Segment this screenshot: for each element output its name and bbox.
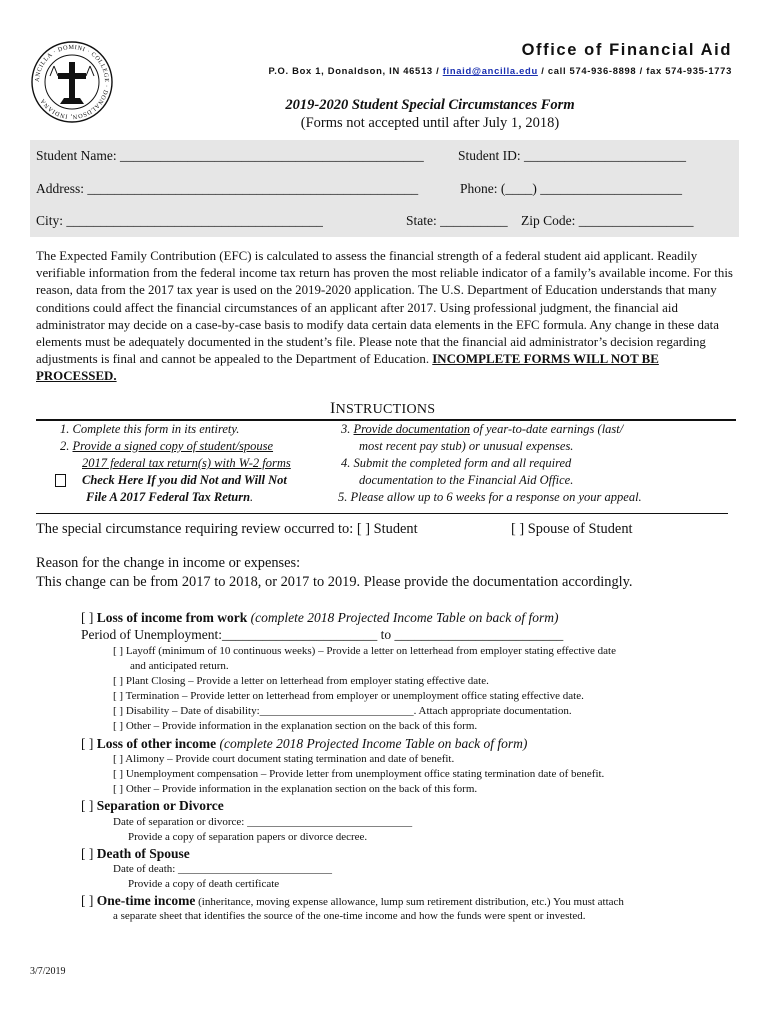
loss-of-other-income-option[interactable]: [ ] Loss of other income (complete 2018 Projected Income Table on back of form) xyxy=(81,736,528,751)
plant-closing-option[interactable]: [ ] Plant Closing – Provide a letter on letterhead from employer stating effective date. xyxy=(113,675,489,687)
phone-field[interactable]: Phone: (____) _____________________ xyxy=(460,181,682,196)
instruction-5: 5. Please allow up to 6 weeks for a response on your appeal. xyxy=(338,490,642,504)
unemployment-period-field[interactable]: Period of Unemployment:_______________________ to _________________________ xyxy=(81,627,564,642)
address-text: P.O. Box 1, Donaldson, IN 46513 / xyxy=(268,65,443,76)
efc-paragraph xyxy=(36,248,740,386)
form-title: 2019-2020 Student Special Circumstances Form xyxy=(285,97,575,113)
instructions-heading: INSTRUCTIONS xyxy=(330,400,436,417)
loss-of-work-option[interactable]: [ ] Loss of income from work (complete 2018 Projected Income Table on back of form) xyxy=(81,610,559,625)
other-income-other-option[interactable]: [ ] Other – Provide information in the explanation section on the back of this form. xyxy=(113,783,478,795)
layoff-option[interactable]: [ ] Layoff (minimum of 10 continuous weeks) – Provide a letter on letterhead from employer stating effective date xyxy=(113,645,616,657)
separation-provide-note: Provide a copy of separation papers or divorce decree. xyxy=(128,831,368,843)
instruction-3: 3. Provide documentation of year-to-date earnings (last/ xyxy=(341,422,624,436)
instruction-1: 1. Complete this form in its entirety. xyxy=(60,422,240,436)
circumstance-student-option[interactable]: The special circumstance requiring review occurred to: [ ] Student xyxy=(36,521,418,537)
instruction-4: 4. Submit the completed form and all required xyxy=(341,456,572,470)
one-time-income-option[interactable]: [ ] One-time income (inheritance, moving expense allowance, lump sum retirement distribution, etc.) You must attach xyxy=(81,893,624,908)
address-field[interactable]: Address: _________________________________________________ xyxy=(36,181,419,196)
zip-code-field[interactable]: Zip Code: _________________ xyxy=(521,213,694,228)
no-tax-return-label-line2: File A 2017 Federal Tax Return. xyxy=(86,490,254,504)
death-of-spouse-option[interactable]: [ ] Death of Spouse xyxy=(81,846,190,861)
email-link[interactable]: finaid@ancilla.edu xyxy=(442,65,538,76)
alimony-option[interactable]: [ ] Alimony – Provide court document stating termination and date of benefit. xyxy=(113,753,455,765)
student-name-field[interactable]: Student Name: _____________________________________________ xyxy=(36,148,424,163)
city-field[interactable]: City: ______________________________________ xyxy=(36,213,323,228)
termination-option[interactable]: [ ] Termination – Provide letter on letterhead from employer or unemployment office stating effective date. xyxy=(113,690,584,702)
no-tax-return-checkbox[interactable] xyxy=(55,474,66,487)
one-time-income-note: a separate sheet that identifies the source of the one-time income and how the funds were spent or invested. xyxy=(113,910,586,922)
work-other-option[interactable]: [ ] Other – Provide information in the explanation section on the back of this form. xyxy=(113,720,478,732)
reason-note: This change can be from 2017 to 2018, or 2017 to 2019. Please provide the documentation accordingly. xyxy=(36,574,633,590)
death-date-field[interactable]: Date of death: ____________________________ xyxy=(113,863,333,875)
phone-fax-text: / call 574-936-8898 / fax 574-935-1773 xyxy=(537,65,732,76)
office-title: Office of Financial Aid xyxy=(521,41,732,59)
incomplete-warning: INCOMPLETE FORMS WILL NOT BE PROCESSED. xyxy=(36,352,659,384)
separation-date-field[interactable]: Date of separation or divorce: ______________________________ xyxy=(113,816,413,828)
circumstance-spouse-option[interactable]: [ ] Spouse of Student xyxy=(511,521,633,537)
no-tax-return-label: Check Here If you did Not and Will Not xyxy=(82,473,287,487)
state-field[interactable]: State: __________ xyxy=(406,213,508,228)
instruction-2: 2. Provide a signed copy of student/spouse xyxy=(60,439,274,453)
unemployment-comp-option[interactable]: [ ] Unemployment compensation – Provide letter from unemployment office stating termination date of benefit. xyxy=(113,768,605,780)
student-id-field[interactable]: Student ID: ________________________ xyxy=(458,148,686,163)
disability-option[interactable]: [ ] Disability – Date of disability:____________________________. Attach appropriate documentation. xyxy=(113,705,572,717)
instruction-3-line2: most recent pay stub) or unusual expenses. xyxy=(359,439,574,453)
contact-line xyxy=(269,65,733,76)
revision-date: 3/7/2019 xyxy=(30,966,66,977)
instruction-2-line2: 2017 federal tax return(s) with W-2 forms xyxy=(82,456,291,470)
section-divider xyxy=(36,513,728,514)
form-subtitle: (Forms not accepted until after July 1, 2018) xyxy=(300,115,560,131)
death-provide-note: Provide a copy of death certificate xyxy=(128,878,280,890)
svg-text:ANCILLA · DOMINI · COLLEGE · D: ANCILLA · DOMINI · COLLEGE · DONALDSON, INDIANA xyxy=(33,43,111,121)
separation-divorce-option[interactable]: [ ] Separation or Divorce xyxy=(81,798,224,813)
efc-text: The Expected Family Contribution (EFC) is calculated to assess the financial strength of a federal student aid applicant. Readily verifiable information from the federal income tax return has proven the most reliable indicator of a family’s available income. For this reason, data from the 2017 tax year is used on the 2019-2020 application. The U.S. Department of Education understands that many conditions could affect the financial circumstances of an applicant after 2017. Using professional judgment, the financial aid administrator may decide on a case-by-case basis to modify data certain data elements in the EFC formula. Any change in these data elements must be adequately documented in the student’s file. Please note that the financial aid administrator’s decision regarding adjustments is final and cannot be appealed to the Department of Education. xyxy=(36,249,733,367)
reason-heading: Reason for the change in income or expenses: xyxy=(36,555,301,571)
instruction-4-line2: documentation to the Financial Aid Office. xyxy=(359,473,574,487)
layoff-option-line2: and anticipated return. xyxy=(130,660,229,672)
